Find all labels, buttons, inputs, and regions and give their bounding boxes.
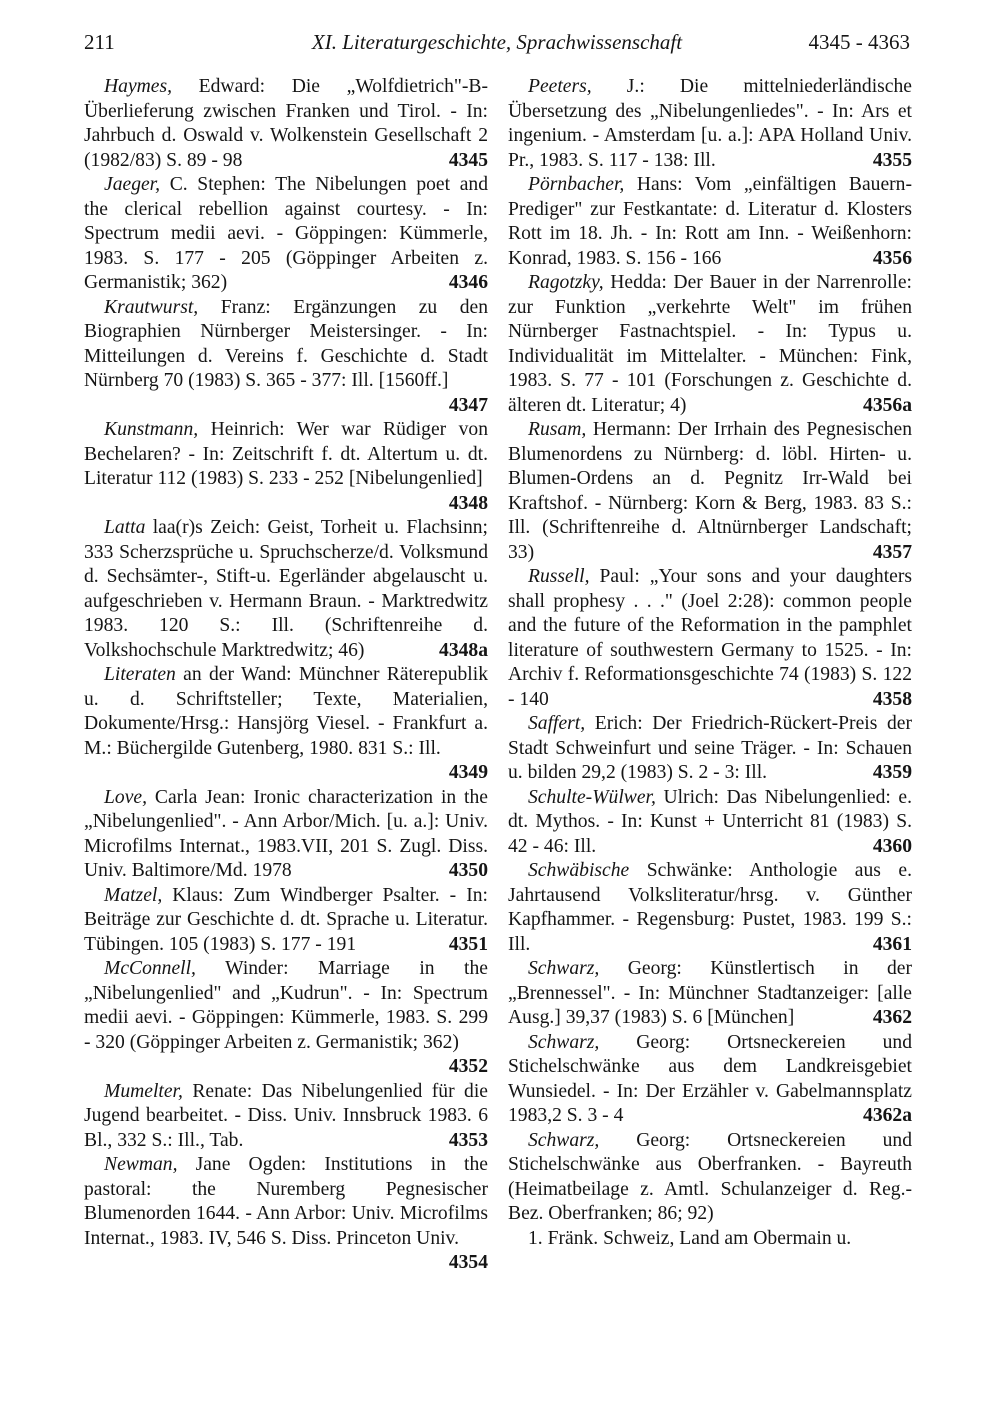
entry-author: Peeters, [528,76,592,97]
entry-number: 4353 [448,1129,488,1151]
entry-text: Georg: Ortsneckereien und Stichelschwänke aus dem Landkreisgebiet Wunsiedel. - In: Der Erzähler v. Gabelmannsplatz 1983,2 S. 3 - 4 [508,1031,912,1126]
page-number: 211 [84,30,115,54]
entry-text: Hermann: Der Irrhain des Pegnesischen Blumenordens zu Nürnberg: d. löbl. Hirten- u. Blumen-Ordens an d. Pegnitz Irr-Wald bei Kraftshof. - Nürnberg: Korn & Berg, 1983. 83 S.: Ill. (Schriftenreihe d. Altnürnberger Landschaft; 33) [508,419,912,563]
entry-text: Edward: Die „Wolfdietrich"-B-Überlieferung zwischen Franken und Tirol. - In: Jahrbuch d. Oswald v. Wolkenstein Gesellschaft 2 (1982/83) S. 89 - 98 [84,76,488,171]
entry-author: Rusam, [528,419,587,440]
entry-text: Schwänke: Anthologie aus e. Jahrtausend Volksliteratur/hrsg. v. Günther Kapfhammer. - Regensburg: Pustet, 1983. 199 S.: Ill. [508,860,912,955]
entry-author: Kunstmann, [104,419,199,440]
entry-author: Schwarz, [528,1031,600,1053]
entry-number: 4362a [863,1105,912,1126]
bibliography-entry [84,173,488,296]
bibliography-entry [508,418,912,565]
entry-text: Winder: Marriage in the „Nibelungenlied" and „Kudrun". - In: Spectrum medii aevi. - Göppingen: Kümmerle, 1983. S. 299 - 320 (Göppinger Arbeiten z. Germanistik; 362) [84,958,488,1053]
entry-author: Love, [104,786,147,808]
entry-text: Jane Ogden: Institutions in the pastoral: the Nuremberg Pegnesischer Blumenorden 1644. - Ann Arbor: Univ. Microfilms Internat., 1983. IV, 546 S. Diss. Princeton Univ. [84,1154,488,1249]
entry-author: McConnell, [104,958,196,979]
bibliography-entry [84,1153,488,1276]
bibliography-entry [84,957,488,1080]
entry-number: 4348 [448,492,488,514]
continuation-line: 1. Fränk. Schweiz, Land am Obermain u. [528,1227,852,1249]
entry-author: Saffert, [528,713,586,734]
entry-number: 4352 [448,1056,488,1077]
right-column [508,75,912,1251]
bibliography-entry [84,884,488,958]
bibliography-entry [508,75,912,173]
entry-number: 4350 [448,860,488,881]
entry-range: 4345 - 4363 [808,30,910,54]
entry-text: Heinrich: Wer war Rüdiger von Bechelaren? - In: Zeitschrift f. dt. Altertum u. dt. Literatur 112 (1983) S. 233 - 252 [Nibelungenlied] [84,419,488,489]
entry-number: 4346 [448,272,488,293]
entry-number: 4361 [872,933,912,955]
bibliography-entry [508,786,912,860]
entry-number: 4345 [448,149,488,171]
entry-text: Klaus: Zum Windberger Psalter. - In: Beiträge zur Geschichte d. dt. Sprache u. Literatur. Tübingen. 105 (1983) S. 177 - 191 [84,884,488,955]
bibliography-entry [508,271,912,418]
bibliography-entry [84,418,488,516]
entry-number: 4362 [872,1007,912,1028]
entry-number: 4357 [872,541,912,563]
bibliography-entry [508,712,912,786]
entry-number: 4355 [872,149,912,171]
entry-text: Hedda: Der Bauer in der Narrenrolle: zur Funktion „verkehrte Welt" im frühen Nürnberger Fastnachtspiel. - In: Typus u. Individualität im Mittelalter. - München: Fink, 1983. S. 77 - 101 (Forschungen z. Geschichte d. älteren dt. Literatur; 4) [508,272,912,416]
entry-number: 4358 [872,688,912,710]
bibliography-entry [508,565,912,712]
entry-author: Haymes, [104,76,173,97]
page-header [84,30,910,62]
entry-text: Ulrich: Das Nibelungenlied: e. dt. Mythos. - In: Kunst + Unterricht 81 (1983) S. 42 - 46: Ill. [508,786,912,857]
entry-number: 4349 [448,762,488,783]
entry-author: Latta [104,517,146,538]
entry-author: Schwarz, [528,1129,600,1151]
entry-author: Mumelter, [104,1080,183,1102]
entry-author: Literaten [104,664,176,685]
entry-text: Carla Jean: Ironic characterization in the „Nibelungenlied". - Ann Arbor/Mich. [u. a.]: Univ. Microfilms Internat., 1983.VII, 201 S. Zugl. Diss. Univ. Baltimore/Md. 1978 [84,786,488,881]
entry-author: Jaeger, [104,174,161,195]
bibliography-entry [508,859,912,957]
bibliography-entry [508,957,912,1031]
entry-text: Erich: Der Friedrich-Rückert-Preis der Stadt Schweinfurt und seine Träger. - In: Schauen u. bilden 29,2 (1983) S. 2 - 3: Ill. [508,713,912,783]
bibliography-entry [508,1031,912,1129]
entry-number: 4347 [448,394,488,416]
entry-number: 4360 [872,835,912,857]
entry-number: 4348a [439,639,488,661]
left-column [84,75,488,1276]
entry-text: laa(r)s Zeich: Geist, Torheit u. Flachsinn; 333 Scherzsprüche u. Spruchscherze/d. Volksmund d. Sechsämter-, Stift-u. Egerländer abgelauscht u. aufgeschrieben v. Hermann Braun. - Marktredwitz 1983. 120 S.: Ill. (Schriftenreihe d. Volkshochschule Marktredwitz; 46) [84,517,488,661]
entry-author: Ragotzky, [528,272,604,293]
entry-text: Georg: Ortsneckereien und Stichelschwänke aus Oberfranken. - Bayreuth (Heimatbeilage z. Amtl. Schulanzeiger d. Reg.-Bez. Oberfranken; 86; 92) [508,1129,912,1224]
running-title: XI. Literaturgeschichte, Sprachwissenschaft [311,30,683,54]
bibliography-entry [508,173,912,271]
entry-author: Krautwurst, [104,296,199,318]
bibliography-entry [84,516,488,663]
entry-number: 4356a [863,394,912,416]
entry-text: C. Stephen: The Nibelungen poet and the clerical rebellion against courtesy. - In: Spectrum medii aevi. - Göppingen: Kümmerle, 1983. S. 177 - 205 (Göppinger Arbeiten z. Germanistik; 362) [84,174,488,293]
entry-text: Hans: Vom „einfältigen Bauern-Prediger" zur Festkantate: d. Literatur d. Klosters Rott im 18. Jh. - In: Rott am Inn. - Weißenhorn: Konrad, 1983. S. 156 - 166 [508,174,912,269]
entry-number: 4351 [448,933,488,955]
entry-text: an der Wand: Münchner Räterepublik u. d. Schriftsteller; Texte, Materialien, Dokumente/Hrsg.: Hansjörg Viesel. - Frankfurt a. M.: Büchergilde Gutenberg, 1980. 831 S.: Ill. [84,664,488,759]
entry-text: Paul: „Your sons and your daughters shall prophesy . . ." (Joel 2:28): common people and the future of the Reformation in the pamphlet literature of southwestern Germany to 1525. - In: Archiv f. Reformationsgeschichte 74 (1983) S. 122 - 140 [508,566,912,710]
entry-author: Schwäbische [528,860,630,881]
entry-text: Renate: Das Nibelungenlied für die Jugend bearbeitet. - Diss. Univ. Innsbruck 1983. 6 Bl., 332 S.: Ill., Tab. [84,1080,488,1151]
entry-author: Russell, [528,566,590,587]
bibliography-entry [84,786,488,884]
entry-number: 4356 [872,247,912,269]
entry-number: 4359 [872,762,912,783]
bibliography-entry [84,1080,488,1154]
entry-author: Newman, [104,1154,178,1175]
entry-text: Georg: Künstlertisch in der „Brennessel". - In: Münchner Stadtanzeiger: [alle Ausg.] 39,37 (1983) S. 6 [München] [508,958,912,1028]
entry-author: Schulte-Wülwer, [528,786,656,808]
entry-author: Matzel, [104,884,163,906]
bibliography-entry [84,663,488,786]
bibliography-entry [84,75,488,173]
entry-text: J.: Die mittelniederländische Übersetzung des „Nibelungenliedes". - In: Ars et ingenium. - Amsterdam [u. a.]: APA Holland Univ. Pr., 1983. S. 117 - 138: Ill. [508,76,912,171]
entry-number: 4354 [448,1252,488,1273]
bibliography-entry [84,296,488,419]
entry-author: Pörnbacher, [528,174,625,195]
entry-text: Franz: Ergänzungen zu den Biographien Nürnberger Meistersinger. - In: Mitteilungen d. Vereins f. Geschichte d. Stadt Nürnberg 70 (1983) S. 365 - 377: Ill. [1560ff.] [84,296,488,391]
entry-author: Schwarz, [528,958,600,979]
bibliography-entry [508,1129,912,1227]
